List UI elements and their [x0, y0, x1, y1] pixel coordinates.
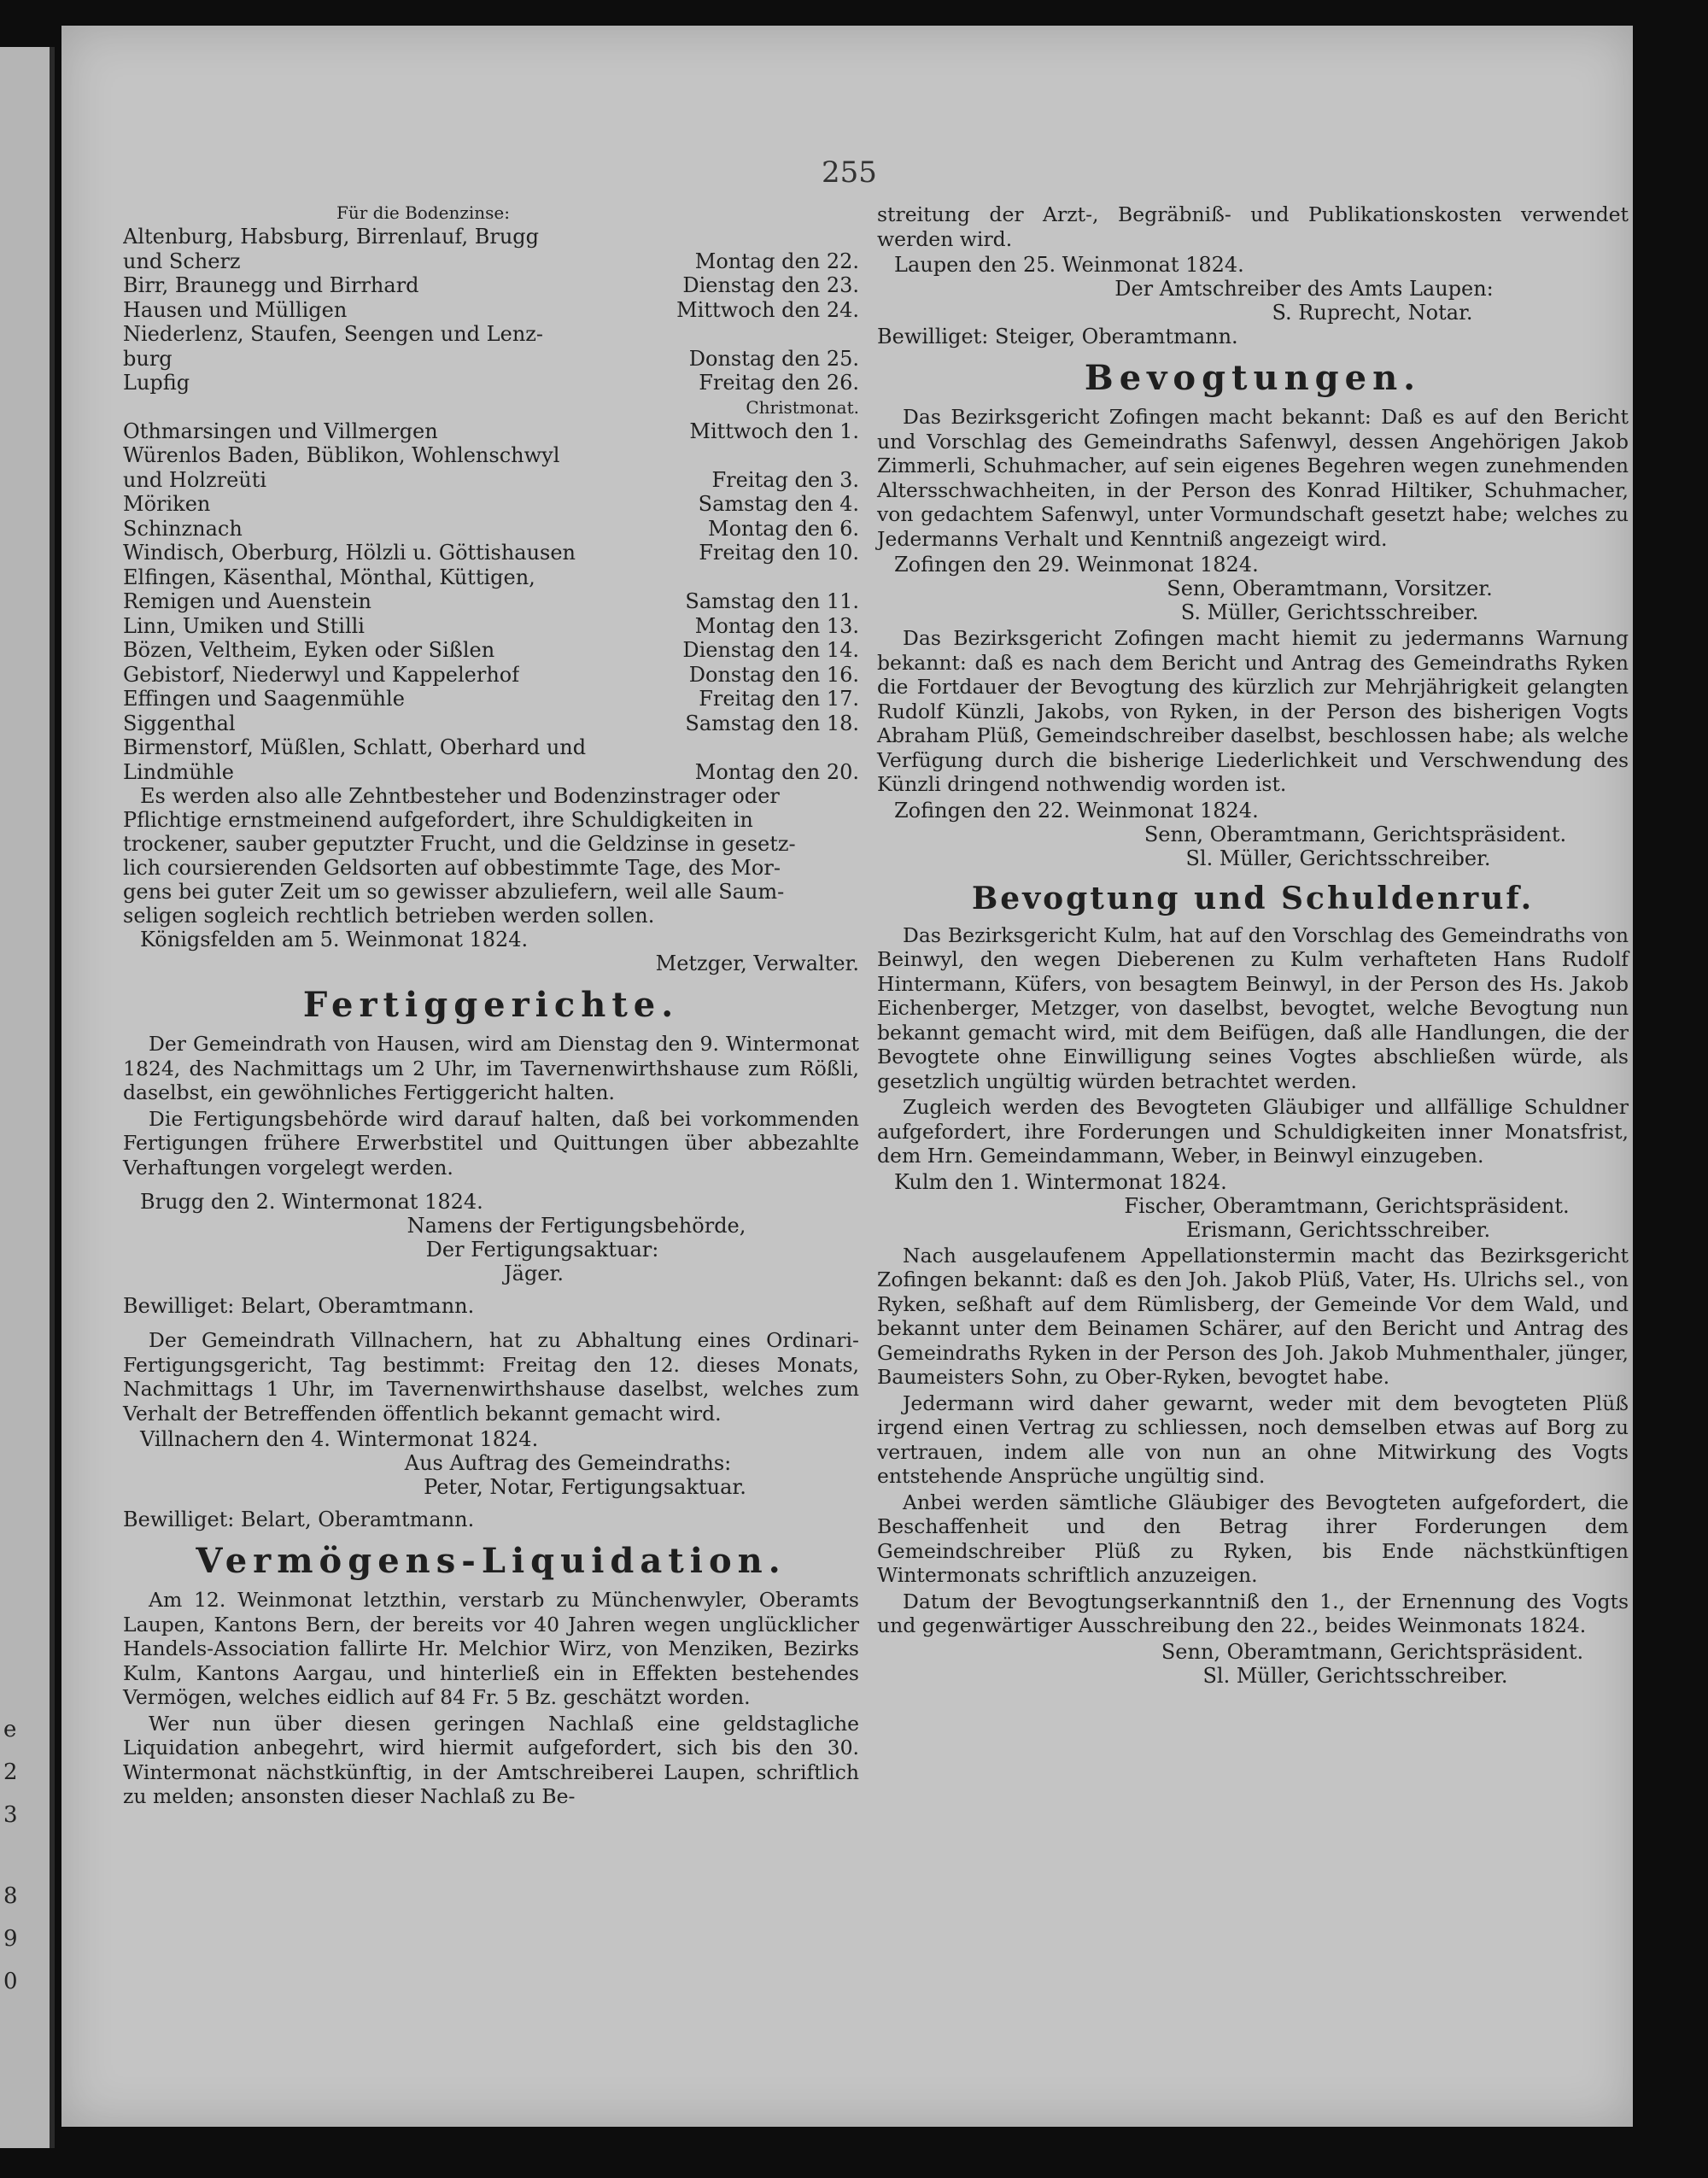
- schedule-date: Mittwoch den 1.: [689, 419, 859, 443]
- schedule-place: Möriken: [123, 492, 211, 516]
- schedule-list-a: [123, 225, 859, 395]
- schedule-place: Windisch, Oberburg, Hölzli u. Göttishausen: [123, 541, 576, 565]
- prev-page-digit: 3: [3, 1802, 18, 1828]
- schedule-row: [123, 443, 859, 468]
- signature: S. Ruprecht, Notar.: [1272, 301, 1473, 325]
- schedule-place: Schinznach: [123, 516, 243, 541]
- notice-line: gens bei guter Zeit um so gewisser abzuliefern, weil alle Saum-: [123, 880, 785, 904]
- schedule-row: [123, 419, 859, 444]
- schedule-place: Othmarsingen und Villmergen: [123, 419, 438, 443]
- place-date: Zofingen den 22. Weinmonat 1824.: [894, 798, 1259, 823]
- schedule-date: Donstag den 25.: [688, 346, 859, 371]
- schedule-place: Niederlenz, Staufen, Seengen und Lenz-: [123, 322, 544, 346]
- schedule-date: Freitag den 10.: [699, 541, 859, 565]
- signature: Sl. Müller, Gerichtsschreiber.: [1202, 1663, 1508, 1688]
- right-column: [877, 201, 1629, 1688]
- schedule-row: [123, 517, 859, 542]
- schedule-place: Lindmühle: [123, 759, 234, 784]
- notice-line: Pflichtige ernstmeinend aufgefordert, ihre Schuldigkeiten in: [123, 808, 753, 832]
- schedule-row: [123, 225, 859, 249]
- signature: Peter, Notar, Fertigungsaktuar.: [424, 1475, 746, 1499]
- schedule-row: [123, 614, 859, 639]
- signature: Sl. Müller, Gerichtsschreiber.: [1185, 846, 1491, 870]
- schedule-date: Mittwoch den 24.: [676, 297, 859, 322]
- place-date: Laupen den 25. Weinmonat 1824.: [894, 253, 1244, 277]
- paragraph: Das Bezirksgericht Kulm, hat auf den Vorschlag des Gemeindraths von Beinwyl, den wegen Dieberenen zu Kulm verhafteten Hans Rudolf Hintermann, Küfers, von besagtem Beinwyl, in der Person des Hs. Jakob Eichenberger, Metzger, von daselbst, bevogtet, welche Bevogtung nun bekannt gemacht wird, mit dem Beifügen, daß alle Handlungen, die der Bevogtete ohne Einwilligung seines Vogtes abschließen würde, als gesetzlich ungültig würden betrachtet werden.: [877, 922, 1629, 1093]
- schedule-row: [123, 565, 859, 590]
- place-date: Villnachern den 4. Wintermonat 1824.: [140, 1427, 539, 1451]
- paragraph: Am 12. Weinmonat letzthin, verstarb zu Münchenwyler, Oberamts Laupen, Kantons Bern, der bereits vor 40 Jahren wegen unglücklicher Handels-Association fallirte Hr. Melchior Wirz, von Menziken, Bezirks Kulm, Kantons Aargau, und hinterließ ein in Effekten bestehendes Vermögen, welches eidlich auf 84 Fr. 5 Bz. geschätzt worden.: [123, 1588, 859, 1709]
- schedule-row: [123, 492, 859, 517]
- schedule-row: [123, 249, 859, 274]
- notice-place-date: Königsfelden am 5. Weinmonat 1824.: [140, 928, 529, 951]
- schedule-place: Remigen und Auenstein: [123, 589, 372, 613]
- schedule-row: [123, 589, 859, 614]
- schedule-place: Hausen und Mülligen: [123, 297, 348, 322]
- schedule-row: [123, 298, 859, 323]
- schedule-date: Dienstag den 23.: [682, 273, 859, 297]
- prev-page-digit: 9: [3, 1926, 18, 1952]
- signature: Aus Auftrag des Gemeindraths:: [404, 1451, 732, 1475]
- paragraph: Jedermann wird daher gewarnt, weder mit dem bevogteten Plüß irgend einen Vertrag zu schliessen, noch demselben etwas auf Borg zu vertrauen, indem alle von nun an ohne Mitwirkung des Vogts entstehende Ansprüche ungültig sind.: [877, 1391, 1629, 1488]
- schedule-place: Altenburg, Habsburg, Birrenlauf, Brugg: [123, 225, 539, 249]
- schedule-date: Donstag den 16.: [688, 662, 859, 687]
- schedule-row: [123, 322, 859, 347]
- notice-signer: Metzger, Verwalter.: [655, 951, 859, 975]
- schedule-date: Montag den 6.: [708, 516, 859, 541]
- signature: Senn, Oberamtmann, Gerichtspräsident.: [1161, 1639, 1584, 1664]
- paragraph: streitung der Arzt-, Begräbniß- und Publikationskosten verwendet werden wird.: [877, 202, 1629, 251]
- schedule-date: Freitag den 3.: [711, 467, 859, 492]
- paragraph: Datum der Bevogtungserkanntniß den 1., der Ernennung des Vogts und gegenwärtiger Ausschreibung den 22., beides Weinmonats 1824.: [877, 1589, 1629, 1637]
- schedule-row: [123, 711, 859, 736]
- schedule-list-b: [123, 419, 859, 785]
- schedule-row: [123, 687, 859, 711]
- schedule-row: [123, 273, 859, 298]
- schedule-date: Montag den 13.: [694, 613, 859, 638]
- schedule-place: Bözen, Veltheim, Eyken oder Sißlen: [123, 638, 495, 662]
- previous-page-edge: [0, 47, 50, 2148]
- paragraph: Der Gemeindrath von Hausen, wird am Dienstag den 9. Wintermonat 1824, des Nachmittags um 2 Uhr, im Tavernenwirthshause zum Rößli, daselbst, ein gewöhnliches Fertiggericht halten.: [123, 1032, 859, 1104]
- schedule-place: burg: [123, 346, 173, 371]
- notice-line: trockener, sauber geputzter Frucht, und die Geldzinse in gesetz-: [123, 832, 796, 856]
- approval: Bewilliget: Belart, Oberamtmann.: [123, 1294, 475, 1318]
- approval: Bewilliget: Belart, Oberamtmann.: [123, 1508, 475, 1531]
- schedule-row: [123, 638, 859, 663]
- schedule-place: Würenlos Baden, Büblikon, Wohlenschwyl: [123, 443, 560, 467]
- approval: Bewilliget: Steiger, Oberamtmann.: [877, 325, 1238, 348]
- schedule-date: Samstag den 11.: [685, 589, 859, 613]
- signature: Senn, Oberamtmann, Vorsitzer.: [1167, 577, 1493, 600]
- schedule-row: [123, 735, 859, 760]
- schedule-date: Freitag den 26.: [699, 371, 859, 395]
- signature: Namens der Fertigungsbehörde,: [407, 1214, 746, 1238]
- signature: Fischer, Oberamtmann, Gerichtspräsident.: [1124, 1193, 1570, 1218]
- schedule-place: Birmenstorf, Müßlen, Schlatt, Oberhard und: [123, 735, 587, 759]
- signature: S. Müller, Gerichtsschreiber.: [1180, 600, 1479, 624]
- section-heading-liquidation: Vermögens-Liquidation.: [196, 1541, 787, 1581]
- notice-line: Es werden also alle Zehntbesteher und Bodenzinstrager oder: [140, 784, 780, 808]
- month-label: Christmonat.: [746, 396, 859, 418]
- paragraph: Das Bezirksgericht Zofingen macht hiemit zu jedermanns Warnung bekannt: daß es nach dem Bericht und Antrag des Gemeindraths Ryken die Fortdauer der Bevogtung des kürzlich zur Mehrjährigkeit gelangten Rudolf Künzli, Jakobs, von Ryken, in der Person des bisherigen Vogts Abraham Plüß, Gemeindschreiber daselbst, beschlossen habe; als welche Verfügung durch die bisherige Liederlichkeit und Verschwendung des Künzli dringend nothwendig worden ist.: [877, 626, 1629, 796]
- paragraph: Anbei werden sämtliche Gläubiger des Bevogteten aufgefordert, die Beschaffenheit und den Betrag ihrer Forderungen dem Gemeindschreiber Plüß zu Ryken, bis Ende nächstkünftigen Wintermonats schriftlich anzuzeigen.: [877, 1490, 1629, 1587]
- prev-page-digit: e: [3, 1717, 17, 1742]
- section-heading-schuldenruf: Bevogtung und Schuldenruf.: [971, 880, 1535, 916]
- page-number: 255: [822, 155, 877, 190]
- paragraph: Wer nun über diesen geringen Nachlaß eine geldstagliche Liquidation anbegehrt, wird hiermit aufgefordert, sich bis den 30. Wintermonat nächstkünftig, in der Amtschreiberei Laupen, schriftlich zu melden; ansonsten dieser Nachlaß zu Be-: [123, 1711, 859, 1808]
- page-gutter: [50, 47, 55, 2148]
- schedule-row: [123, 468, 859, 493]
- schedule-date: Samstag den 18.: [685, 711, 859, 735]
- schedule-date: Montag den 20.: [694, 759, 859, 784]
- signature: Der Fertigungsaktuar:: [425, 1238, 659, 1262]
- schedule-place: Siggenthal: [123, 711, 236, 735]
- paragraph: Nach ausgelaufenem Appellationstermin macht das Bezirksgericht Zofingen bekannt: daß es den Joh. Jakob Plüß, Vater, Hs. Ulrichs sel., von Ryken, seßhaft auf dem Rümlisberg, der Gemeinde Vor dem Wald, und bekannt unter dem Beinamen Schärer, auf den Bericht und Antrag des Gemeindraths Ryken in der Person des Joh. Jakob Muhmenthaler, jünger, Baumeisters Sohn, zu Ober-Ryken, bevogtet habe.: [877, 1243, 1629, 1389]
- schedule-date: Freitag den 17.: [699, 687, 859, 711]
- left-column: [123, 201, 859, 1811]
- paragraph: Der Gemeindrath Villnachern, hat zu Abhaltung eines Ordinari-Fertigungsgericht, Tag bestimmt: Freitag den 12. dieses Monats, Nachmittags 1 Uhr, im Tavernenwirthshause daselbst, welches zum Verhalt der Betreffenden öffentlich bekannt gemacht wird.: [123, 1328, 859, 1426]
- schedule-place: Elfingen, Käsenthal, Mönthal, Küttigen,: [123, 565, 535, 589]
- schedule-place: und Scherz: [123, 249, 241, 273]
- paragraph: Die Fertigungsbehörde wird darauf halten, daß bei vorkommenden Fertigungen frühere Erwerbstitel und Quittungen über abbezahlte Verhaftungen vorgelegt werden.: [123, 1106, 859, 1180]
- schedule-place: Lupfig: [123, 371, 190, 395]
- prev-page-digit: 2: [3, 1759, 18, 1785]
- schedule-place: und Holzreüti: [123, 467, 267, 492]
- schedule-place: Birr, Braunegg und Birrhard: [123, 273, 419, 297]
- section-heading-bevogtungen: Bevogtungen.: [1084, 358, 1422, 398]
- schedule-row: [123, 760, 859, 785]
- schedule-place: Effingen und Saagenmühle: [123, 687, 405, 711]
- signature: Der Amtschreiber des Amts Laupen:: [1114, 277, 1494, 301]
- paragraph: Zugleich werden des Bevogteten Gläubiger und allfällige Schuldner aufgefordert, ihre Forderungen und Schuldigkeiten inner Monatsfrist, dem Hrn. Gemeindammann, Weber, in Beinwyl einzugeben.: [877, 1095, 1629, 1168]
- signature: Jäger.: [504, 1262, 564, 1285]
- schedule-row: [123, 541, 859, 565]
- schedule-row: [123, 663, 859, 688]
- schedule-subheading: Für die Bodenzinse:: [336, 202, 510, 223]
- schedule-date: Samstag den 4.: [698, 492, 859, 516]
- paragraph: Das Bezirksgericht Zofingen macht bekannt: Daß es auf den Bericht und Vorschlag des Gemeindraths Safenwyl, dessen Angehörigen Jakob Zimmerli, Schuhmacher, auf sein eigenes Begehren wegen zunehmenden Altersschwachheiten, in der Person des Konrad Hiltiker, Schuhmacher, von gedachtem Safenwyl, unter Vormundschaft gesetzt habe; welches zu Jedermanns Verhalt und Kenntniß angezeigt wird.: [877, 405, 1629, 551]
- schedule-place: Gebistorf, Niederwyl und Kappelerhof: [123, 662, 520, 687]
- notice-line: lich coursierenden Geldsorten auf obbestimmte Tage, des Mor-: [123, 856, 781, 880]
- place-date: Brugg den 2. Wintermonat 1824.: [140, 1190, 483, 1214]
- schedule-date: Dienstag den 14.: [682, 638, 859, 662]
- prev-page-digit: 8: [3, 1883, 18, 1909]
- prev-page-digit: 0: [3, 1969, 18, 1994]
- notice-line: seligen sogleich rechtlich betrieben werden sollen.: [123, 904, 655, 928]
- signature: Senn, Oberamtmann, Gerichtspräsident.: [1144, 822, 1567, 846]
- place-date: Zofingen den 29. Weinmonat 1824.: [894, 553, 1259, 577]
- signature: Erismann, Gerichtsschreiber.: [1185, 1217, 1491, 1242]
- schedule-row: [123, 371, 859, 395]
- schedule-place: Linn, Umiken und Stilli: [123, 613, 365, 638]
- newspaper-page: [61, 26, 1633, 2127]
- schedule-row: [123, 347, 859, 372]
- schedule-date: Montag den 22.: [694, 249, 859, 273]
- place-date: Kulm den 1. Wintermonat 1824.: [894, 1169, 1227, 1194]
- delivery-notice: [123, 784, 859, 928]
- section-heading-fertiggerichte: Fertiggerichte.: [302, 985, 680, 1025]
